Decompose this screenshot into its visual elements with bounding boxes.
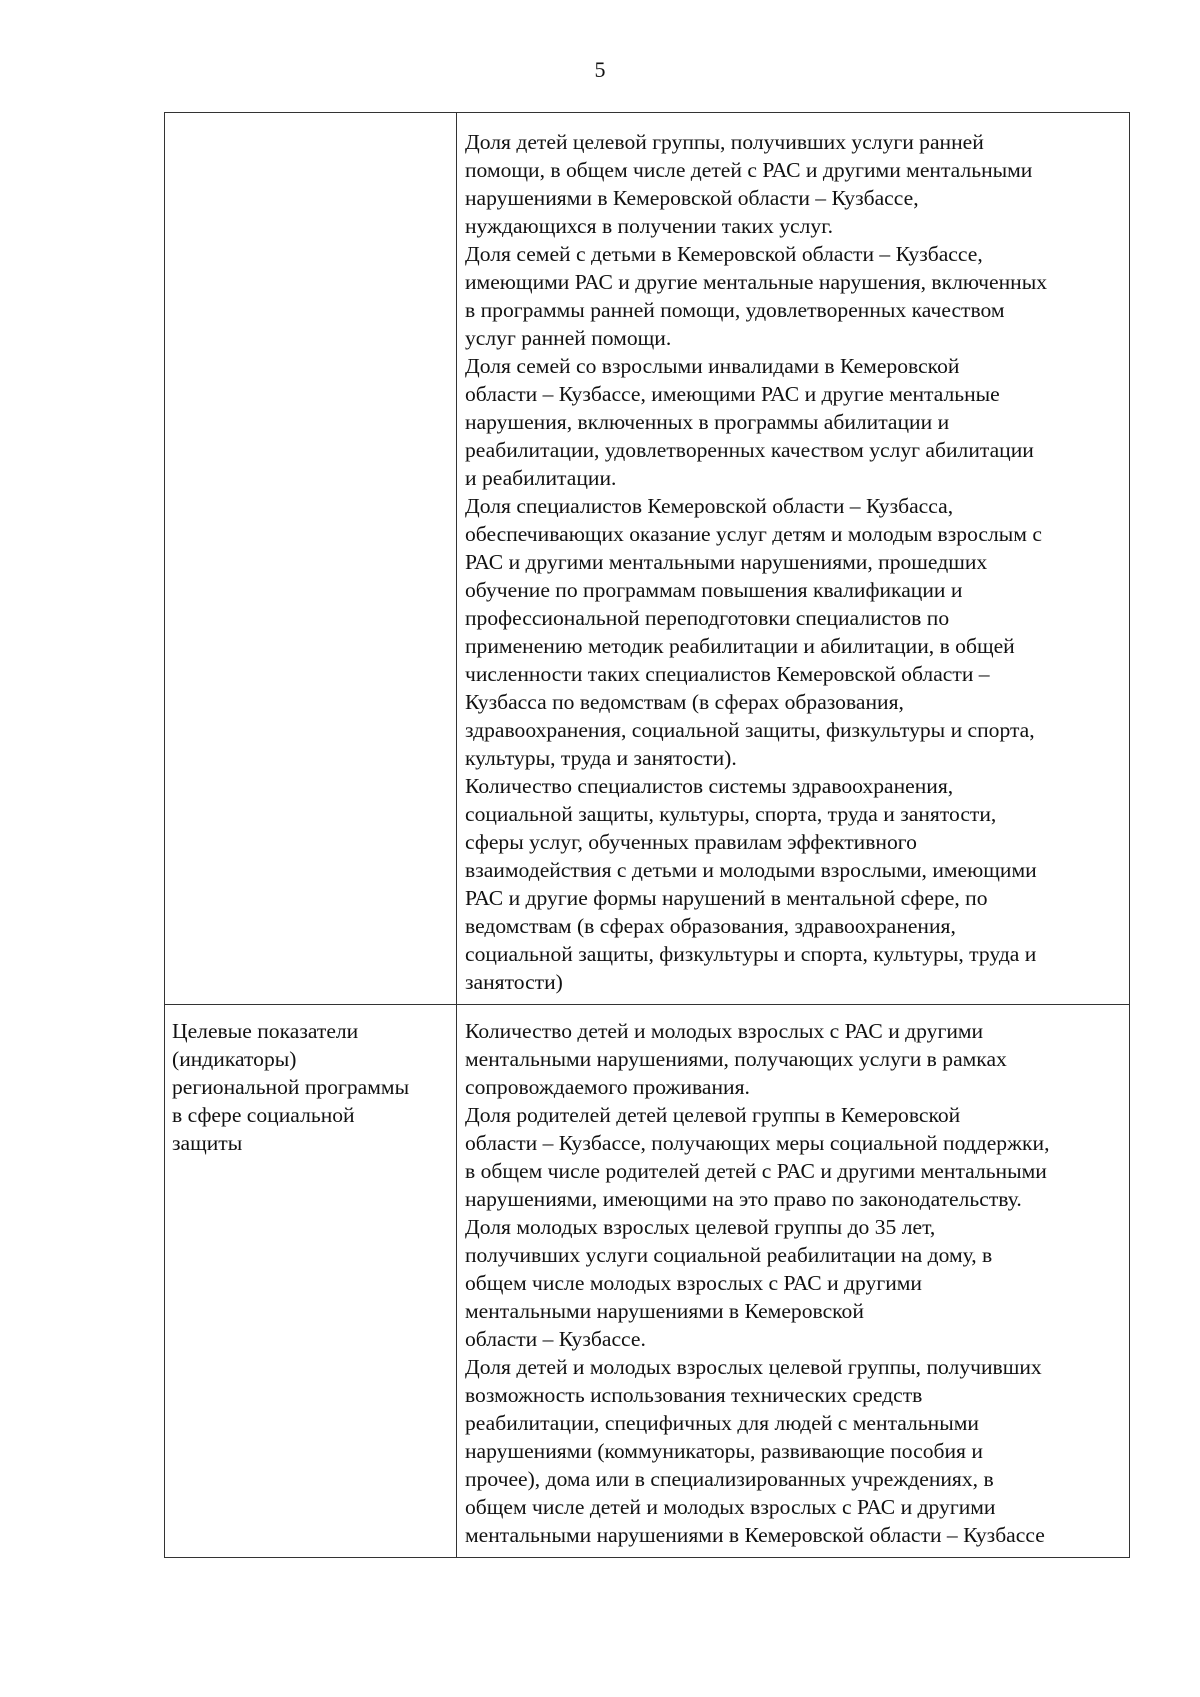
indicator-paragraph: Доля детей и молодых взрослых целевой группы, получивших возможность использования технических средств реабилитации, специфичных для людей с ментальными нарушениями (коммуникаторы, развивающие пособия и прочее), дома или в специализированных учреждениях, в общем числе детей и молодых взрослых с РАС и другими ментальными нарушениями в Кемеровской области – Кузбассе — [465, 1355, 1045, 1547]
indicator-paragraph: Доля семей с детьми в Кемеровской области – Кузбассе, имеющими РАС и другие ментальные нарушения, включенных в программы ранней помощи, удовлетворенных качеством услуг ранней помощи. — [465, 242, 1048, 350]
indicator-paragraph: Количество специалистов системы здравоохранения, социальной защиты, культуры, спорта, труда и занятости, сферы услуг, обученных правилам эффективного взаимодействия с детьми и молодыми взрослыми, имеющими РАС и другие формы нарушений в ментальной сфере, по ведомствам (в сферах образования, здравоохранения, социальной защиты, физкультуры и спорта, культуры, труда и занятости) — [465, 774, 1037, 994]
indicators-cell — [457, 1005, 1130, 1558]
indicator-paragraph: Доля семей со взрослыми инвалидами в Кемеровской области – Кузбассе, имеющими РАС и другие ментальные нарушения, включенных в программы абилитации и реабилитации, удовлетворенных качеством услуг абилитации и реабилитации. — [465, 354, 1034, 490]
indicators-cell — [457, 113, 1130, 1005]
indicator-paragraph: Доля специалистов Кемеровской области – Кузбасса, обеспечивающих оказание услуг детям и молодым взрослым с РАС и другими ментальными нарушениями, прошедших обучение по программам повышения квалификации и профессиональной переподготовки специалистов по применению методик реабилитации и абилитации, в общей численности таких специалистов Кемеровской области – Кузбасса по ведомствам (в сферах образования, здравоохранения, социальной защиты, физкультуры и спорта, культуры, труда и занятости). — [465, 494, 1042, 770]
indicator-paragraph: Количество детей и молодых взрослых с РАС и другими ментальными нарушениями, получающих услуги в рамках сопровождаемого проживания. — [465, 1019, 1007, 1099]
indicator-paragraph: Доля родителей детей целевой группы в Кемеровской области – Кузбассе, получающих меры социальной поддержки, в общем числе родителей детей с РАС и другими ментальными нарушениями, имеющими на это право по законодательству. — [465, 1103, 1050, 1211]
indicator-paragraph: Доля детей целевой группы, получивших услуги ранней помощи, в общем числе детей с РАС и другими ментальными нарушениями в Кемеровской области – Кузбассе, нуждающихся в получении таких услуг. — [465, 130, 1033, 238]
indicator-paragraph: Доля молодых взрослых целевой группы до 35 лет, получивших услуги социальной реабилитации на дому, в общем числе молодых взрослых с РАС и другими ментальными нарушениями в Кемеровской области – Кузбассе. — [465, 1215, 993, 1351]
row-label: Целевые показатели (индикаторы) региональной программы в сфере социальной защиты — [172, 1019, 410, 1155]
indicators-table — [164, 112, 1130, 1558]
table-row — [165, 113, 1130, 1005]
table-row — [165, 1005, 1130, 1558]
page-number: 5 — [594, 57, 606, 82]
row-label-cell — [165, 113, 457, 1005]
row-label-cell — [165, 1005, 457, 1558]
